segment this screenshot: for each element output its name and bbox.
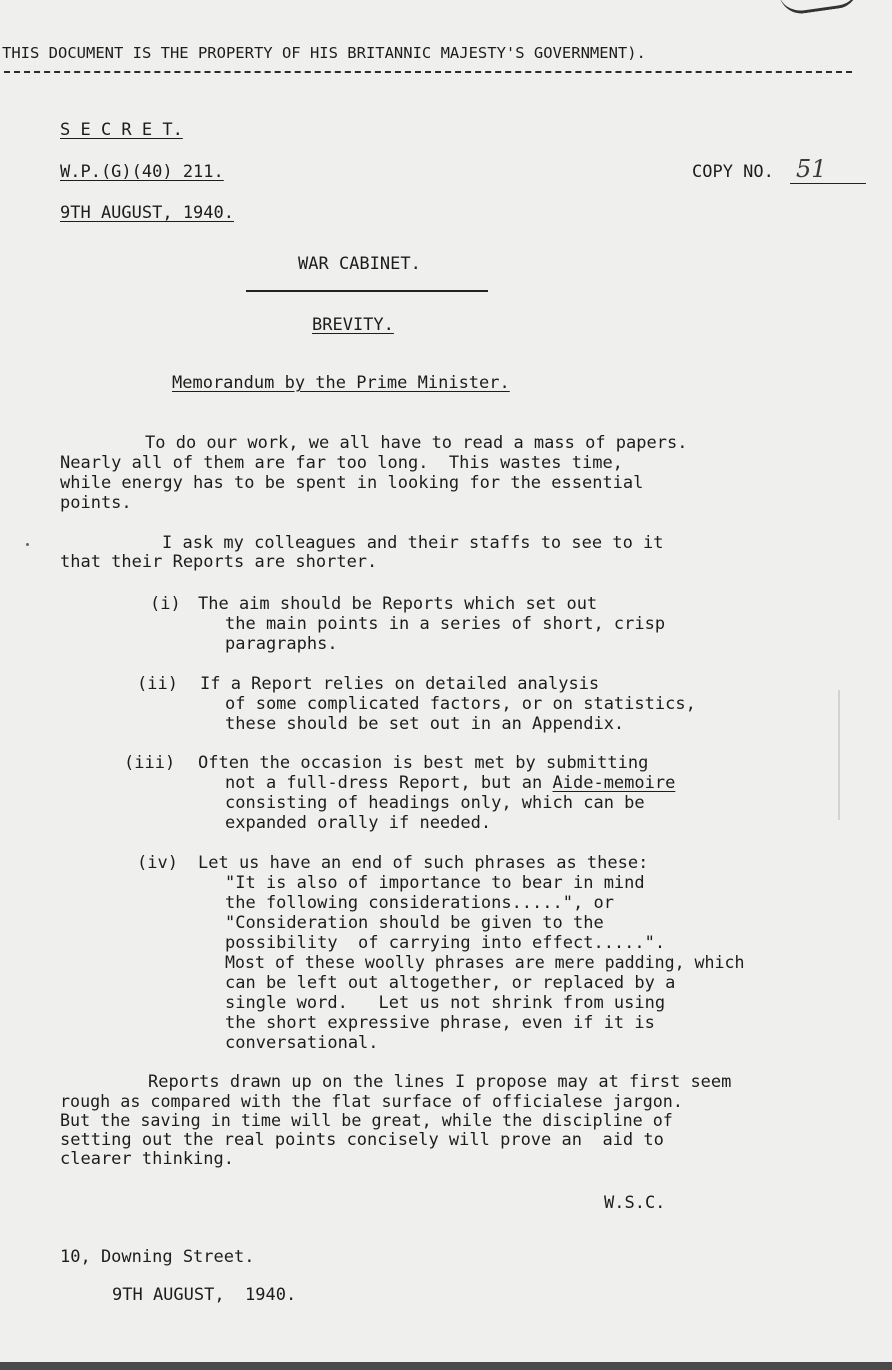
item-line: the main points in a series of short, crisp bbox=[225, 614, 666, 634]
address: 10, Downing Street. bbox=[60, 1247, 255, 1267]
item-line: The aim should be Reports which set out bbox=[198, 594, 598, 614]
item-line: the short expressive phrase, even if it is bbox=[225, 1013, 655, 1033]
item-line: single word. Let us not shrink from using bbox=[225, 993, 666, 1013]
item-number: (ii) bbox=[137, 674, 178, 694]
item-line: the following considerations.....", or bbox=[225, 893, 614, 913]
margin-line bbox=[838, 690, 840, 820]
closing-line: setting out the real points concisely will prove an aid to bbox=[60, 1130, 664, 1150]
margin-dot bbox=[26, 543, 29, 546]
paragraph-line: I ask my colleagues and their staffs to see to it bbox=[162, 533, 664, 553]
memo-title: Memorandum by the Prime Minister. bbox=[172, 373, 510, 393]
reference-number: W.P.(G)(40) 211. bbox=[60, 162, 224, 182]
copy-number-underline bbox=[790, 183, 866, 184]
body-name: WAR CABINET. bbox=[298, 254, 421, 274]
item-line: consisting of headings only, which can be bbox=[225, 793, 645, 813]
item-line: Often the occasion is best met by submitting bbox=[198, 753, 649, 773]
item-line bbox=[225, 773, 675, 793]
item-line: Most of these woolly phrases are mere padding, which bbox=[225, 953, 745, 972]
item-line: can be left out altogether, or replaced by a bbox=[225, 973, 676, 993]
closing-line: But the saving in time will be great, while the discipline of bbox=[60, 1110, 673, 1130]
item-line: paragraphs. bbox=[225, 634, 338, 654]
dashed-rule bbox=[4, 71, 852, 73]
copy-number: 51 bbox=[796, 155, 827, 183]
subject-title: BREVITY. bbox=[312, 315, 394, 335]
closing-line: rough as compared with the flat surface of officialese jargon. bbox=[60, 1091, 683, 1111]
copy-label: COPY NO. bbox=[692, 162, 774, 182]
paragraph-line: that their Reports are shorter. bbox=[60, 552, 378, 572]
classification: S E C R E T. bbox=[60, 120, 183, 140]
bottom-border bbox=[0, 1362, 892, 1370]
closing-line: clearer thinking. bbox=[60, 1149, 234, 1169]
item-line: Let us have an end of such phrases as these: bbox=[198, 853, 649, 873]
item-line: conversational. bbox=[225, 1033, 379, 1053]
item-number: (i) bbox=[150, 594, 181, 614]
item-line: "It is also of importance to bear in mind bbox=[225, 873, 645, 893]
item-line: of some complicated factors, or on statistics, bbox=[225, 694, 696, 714]
paragraph-line: To do our work, we all have to read a mass of papers. bbox=[145, 433, 688, 453]
aide-memoire-term: Aide-memoire bbox=[552, 773, 676, 793]
footer-date: 9TH AUGUST, 1940. bbox=[112, 1285, 297, 1305]
handwritten-corner-mark bbox=[779, 0, 861, 16]
item-line: possibility of carrying into effect.....". bbox=[225, 933, 666, 953]
title-rule bbox=[246, 290, 488, 292]
item-number: (iv) bbox=[137, 853, 178, 873]
item-line: these should be set out in an Appendix. bbox=[225, 714, 625, 734]
item-line: expanded orally if needed. bbox=[225, 813, 492, 833]
property-notice: THIS DOCUMENT IS THE PROPERTY OF HIS BRITANNIC MAJESTY'S GOVERNMENT). bbox=[2, 44, 646, 62]
closing-line: Reports drawn up on the lines I propose may at first seem bbox=[148, 1072, 732, 1092]
item-line: "Consideration should be given to the bbox=[225, 913, 604, 933]
paragraph-line: points. bbox=[60, 493, 132, 513]
paragraph-line: Nearly all of them are far too long. This wastes time, bbox=[60, 453, 623, 473]
item-number: (iii) bbox=[124, 753, 176, 773]
paragraph-line: while energy has to be spent in looking for the essential bbox=[60, 473, 644, 493]
signature: W.S.C. bbox=[604, 1193, 666, 1213]
date-header: 9TH AUGUST, 1940. bbox=[60, 203, 234, 223]
item-line-text: not a full-dress Report, but an bbox=[225, 773, 553, 793]
item-line: If a Report relies on detailed analysis bbox=[200, 674, 600, 694]
